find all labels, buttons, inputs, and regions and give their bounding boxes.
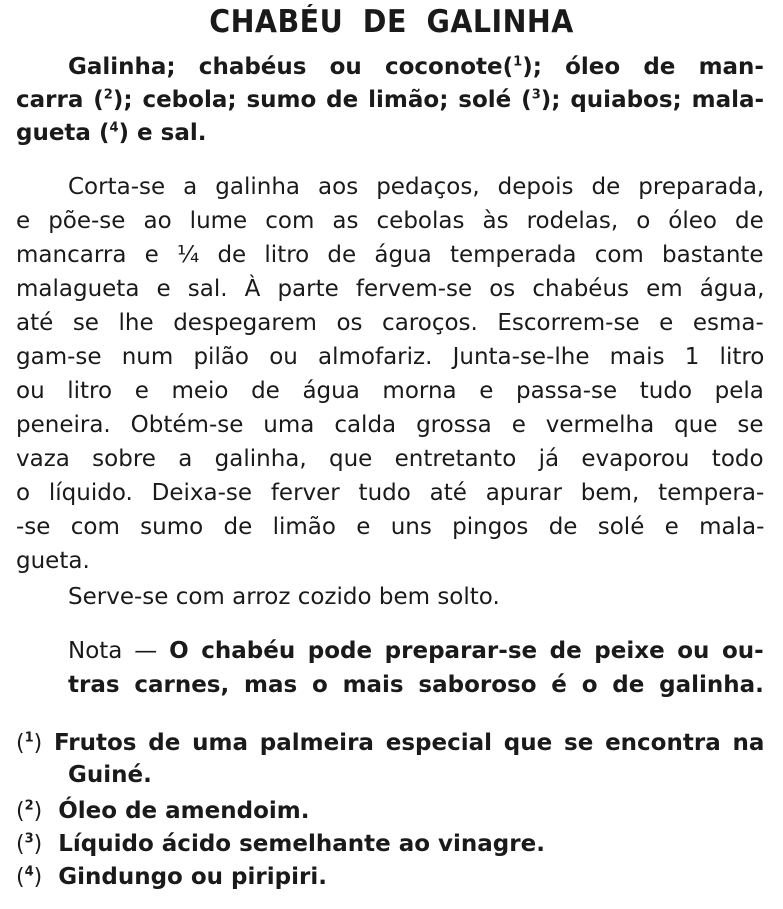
- ingredients-line-3: gueta ($^4$) e sal.: [16, 120, 207, 146]
- note-line-2: tras carnes, mas o mais saboroso é o de galinha.: [68, 672, 764, 698]
- note-line-1: Nota — O chabéu pode preparar-se de peixe ou ou-: [68, 638, 764, 664]
- method-line: gueta.: [16, 548, 90, 574]
- ingredients-line-2: carra ($^2$); cebola; sumo de limão; solé ($^3$); quiabos; mala-: [16, 87, 765, 113]
- method-line: até se lhe despegarem os caroços. Escorrem-se e esma-: [16, 310, 764, 336]
- method-line: gam-se num pilão ou almofariz. Junta-se-lhe mais 1 litro: [16, 344, 765, 370]
- method-line: -se com sumo de limão e uns pingos de solé e mala-: [16, 514, 765, 540]
- method-line: e põe-se ao lume com as cebolas às rodelas, o óleo de: [16, 208, 764, 234]
- footnote-4: ($^4$) Gindungo ou piripiri.: [16, 864, 327, 890]
- footnote-3: ($^3$) Líquido ácido semelhante ao vinagre.: [16, 831, 545, 857]
- method-line: o líquido. Deixa-se ferver tudo até apurar bem, tempera-: [16, 480, 765, 506]
- footnote-ref-3: 3: [531, 87, 541, 103]
- method-line: vaza sobre a galinha, que entretanto já evaporou todo: [16, 446, 764, 472]
- footnote-1-cont: Guiné.: [68, 762, 152, 788]
- footnote-1: ($^1$) Frutos de uma palmeira especial que se encontra na: [16, 730, 765, 756]
- recipe-title: CHABÉU DE GALINHA: [209, 4, 574, 40]
- method-line: malagueta e sal. À parte fervem-se os chabéus em água,: [16, 276, 765, 302]
- note-label: Nota —: [68, 638, 158, 664]
- method-line: peneira. Obtém-se uma calda grossa e vermelha que se: [16, 412, 764, 438]
- footnote-2: ($^2$) Óleo de amendoim.: [16, 798, 310, 824]
- footnote-ref-2: 2: [103, 87, 113, 103]
- serving-suggestion: Serve-se com arroz cozido bem solto.: [68, 584, 500, 610]
- ingredients-line-1: Galinha; chabéus ou coconote($^1$); óleo de man-: [68, 54, 764, 80]
- method-line: mancarra e ¼ de litro de água temperada com bastante: [16, 242, 764, 268]
- footnote-ref-1: 1: [513, 54, 523, 70]
- method-line: ou litro e meio de água morna e passa-se tudo pela: [16, 378, 764, 404]
- footnote-ref-4: 4: [109, 120, 119, 136]
- method-line: Corta-se a galinha aos pedaços, depois de preparada,: [68, 174, 765, 200]
